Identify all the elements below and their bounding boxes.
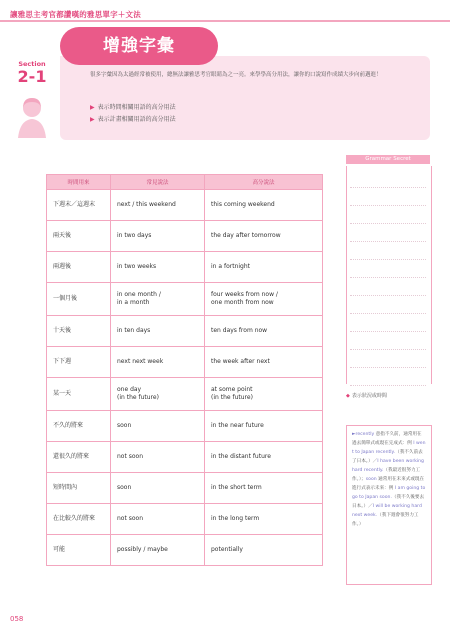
cell-high-score: in the distant future — [205, 442, 323, 473]
note-line — [350, 350, 426, 368]
cell-meaning: 下週末／這週末 — [47, 190, 111, 221]
cell-common: not soon — [111, 442, 205, 473]
tip-text: I have been working hard recently. — [352, 459, 424, 473]
note-line — [350, 332, 426, 350]
cell-high-score: ten days from now — [205, 316, 323, 347]
header-high-score: 高分說法 — [205, 175, 323, 190]
tip-text: I went to Japan recently. — [352, 441, 426, 455]
cell-meaning: 十天後 — [47, 316, 111, 347]
cell-high-score: in the near future — [205, 411, 323, 442]
note-line — [350, 188, 426, 206]
grammar-secret-tag: Grammar Secret — [346, 155, 430, 164]
table-row — [47, 535, 323, 566]
cell-high-score: this coming weekend — [205, 190, 323, 221]
note-line — [350, 260, 426, 278]
intro-box — [60, 56, 430, 140]
cell-high-score: in the short term — [205, 473, 323, 504]
cell-meaning: 不久的將來 — [47, 411, 111, 442]
grammar-tip-box — [346, 425, 432, 585]
diamond-icon: ◆ — [346, 393, 350, 399]
cell-common: possibly / maybe — [111, 535, 205, 566]
note-line — [350, 368, 426, 386]
table-row — [47, 316, 323, 347]
cell-common: in two weeks — [111, 252, 205, 283]
girl-silhouette-icon — [14, 96, 50, 138]
tip-text: （我最近很努力工作。）； — [352, 468, 421, 482]
cell-common: next / this weekend — [111, 190, 205, 221]
tip-text: （我下週會很努力工作。） — [352, 513, 419, 527]
header-common: 常見說法 — [111, 175, 205, 190]
table-row — [47, 283, 323, 316]
cell-meaning: 還很久的將來 — [47, 442, 111, 473]
cell-common: in one month / in a month — [111, 283, 205, 316]
table-row — [47, 504, 323, 535]
cell-high-score: the day after tomorrow — [205, 221, 323, 252]
side-note-text: 表示狀況或時間 — [351, 393, 387, 399]
cell-common: one day (in the future) — [111, 378, 205, 411]
tip-text: 通常用在未來式或現在進行式表示未來：例 — [352, 477, 425, 491]
table-row — [47, 347, 323, 378]
cell-meaning: 在比較久的將來 — [47, 504, 111, 535]
time-expressions-table — [46, 174, 323, 566]
tip-text: 意指不久前，通常用在過去簡單式或現在完成式：例 — [352, 432, 422, 446]
cell-common: not soon — [111, 504, 205, 535]
tip-text: （我不久後要去日本。）／ — [352, 495, 425, 509]
header-meaning: 時間用來 — [47, 175, 111, 190]
cell-high-score: in the long term — [205, 504, 323, 535]
cell-high-score: at some point (in the future) — [205, 378, 323, 411]
note-line — [350, 314, 426, 332]
cell-meaning: 短時間內 — [47, 473, 111, 504]
cell-common: soon — [111, 411, 205, 442]
header-rule — [0, 20, 450, 22]
cell-high-score: the week after next — [205, 347, 323, 378]
cell-common: in ten days — [111, 316, 205, 347]
triangle-icon: ▶ — [90, 104, 95, 111]
intro-bullet-label: 表示計畫相關用語的高分用法 — [97, 116, 176, 123]
cell-meaning: 下下週 — [47, 347, 111, 378]
cell-meaning: 可能 — [47, 535, 111, 566]
cell-common: soon — [111, 473, 205, 504]
intro-bullet-label: 表示時間相關用語的高分用法 — [97, 104, 176, 111]
note-line — [350, 170, 426, 188]
cell-meaning: 某一天 — [47, 378, 111, 411]
section-word: Section — [18, 60, 46, 68]
note-lines — [350, 170, 426, 386]
table-row — [47, 378, 323, 411]
note-line — [350, 206, 426, 224]
table-row — [47, 411, 323, 442]
table-row — [47, 473, 323, 504]
table-header-row — [47, 175, 323, 190]
cell-high-score: four weeks from now / one month from now — [205, 283, 323, 316]
tip-text: I will be working hard next week. — [352, 504, 422, 518]
intro-text: 很多字彙因為太過經常被使用，總無法讓雅思考官眼睛為之一亮。來學學高分用法，讓你的口說寫作成績大步向前邁進！ — [90, 72, 382, 78]
cell-common: in two days — [111, 221, 205, 252]
triangle-icon: ▶ — [90, 116, 95, 123]
table-row — [47, 252, 323, 283]
cell-meaning: 兩週後 — [47, 252, 111, 283]
side-note — [346, 392, 430, 399]
note-line — [350, 296, 426, 314]
cell-common: next next week — [111, 347, 205, 378]
section-badge — [12, 60, 52, 85]
intro-bullet-2 — [90, 114, 176, 123]
table-row — [47, 190, 323, 221]
section-number: 2-1 — [17, 67, 47, 86]
tip-text: I am going to go to Japan soon. — [352, 486, 426, 500]
tip-text: （我不久前去了日本。）／ — [352, 450, 423, 464]
tip-text: ►recently — [352, 432, 375, 437]
note-line — [350, 224, 426, 242]
note-line — [350, 242, 426, 260]
intro-bullet-1 — [90, 102, 176, 111]
cell-high-score: in a fortnight — [205, 252, 323, 283]
note-line — [350, 278, 426, 296]
cell-meaning: 一個月後 — [47, 283, 111, 316]
tip-text: soon — [365, 477, 377, 482]
cell-high-score: potentially — [205, 535, 323, 566]
table-row — [47, 221, 323, 252]
section-title: 增強字彙 — [60, 27, 218, 65]
running-header: 讓雅思主考官都讚嘆的雅思單字＋文法 — [10, 10, 141, 19]
cell-meaning: 兩天後 — [47, 221, 111, 252]
page-number: 058 — [10, 615, 24, 623]
table-row — [47, 442, 323, 473]
